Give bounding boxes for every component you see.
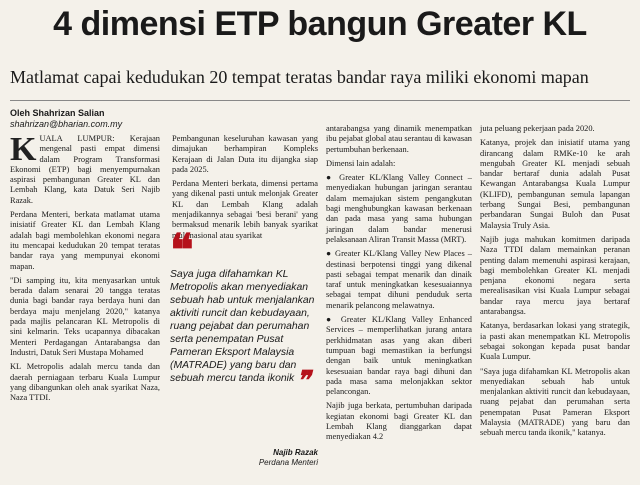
bullet-paragraph: ● Greater KL/Klang Valley Enhanced Services – memperlihatkan jurang antara perkhidmatan asas yang akan diberi tumpuan bagi memastikan ia berfungsi dengan baik untuk meningkatkan kesesuaian bandar raya bagi dihuni dan pada masa sama melonjakkan sektor pelancongan. — [326, 315, 472, 397]
byline — [10, 108, 122, 130]
paragraph: Katanya, berdasarkan lokasi yang strategik, ia pasti akan menempatkan KL Metropolis sebagai sokongan kepada pusat bandar Kuala Lumpur. — [480, 321, 630, 362]
article-column-3 — [326, 124, 472, 447]
quote-open-icon: ❝ — [170, 225, 194, 276]
paragraph: Perdana Menteri, berkata matlamat utama inisiatif Greater KL dan Lembah Klang adalah bagi membolehkan ekonomi negara itu mencapai kedudukan 20 tempat teratas bandar raya yang mempunyai ekonomi mapan. — [10, 210, 160, 271]
paragraph: Perdana Menteri berkata, dimensi pertama yang dikenal pasti untuk melonjak Greater KL dan Lembah Klang adalah menjadikannya sebagai 'besi berani' yang bermaksud menarik lebih banyak syarikat multinasional atau syarikat — [172, 179, 318, 240]
drop-cap: K — [10, 131, 37, 168]
paragraph-text: UALA LUMPUR: Kerajaan mengenal pasti empat dimensi dalam Program Transformasi Ekonomi (ETP) bagi menyempurnakan aspirasi pembangunan Greater KL dan Lembah Klang, kata Datuk Seri Najib Razak. — [10, 134, 160, 205]
quote-text — [170, 268, 320, 396]
bullet-paragraph: ● Greater KL/Klang Valley Connect – menyediakan hubungan jaringan serantau dalam memajukan sistem pengangkutan bagi menghubungkan kawasan berkenaan dan pada masa yang sama hubungan jaringan dalam bandar menerusi pelaksanaan Aliran Transit Massa (MRT). — [326, 173, 472, 244]
paragraph: antarabangsa yang dinamik menempatkan ibu pejabat global atau serantau di kawasan pertumbuhan berkenaan. — [326, 124, 472, 154]
quote-attribution — [259, 448, 318, 468]
pull-quote — [170, 225, 320, 476]
author-email: shahrizan@bharian.com.my — [10, 119, 123, 129]
paragraph: Katanya, projek dan inisiatif utama yang dirancang dalam RMKe-10 ke arah mengubah Greater KL menjadi sebuah bandar bertaraf dunia adalah Pusat Kewangan Antarabangsa Kuala Lumpur (KLIFD), pembangunan semula lapangan terbang Sungai Besi, pembangunan perbandaran Sungai Buloh dan Pusat Malaysia Truly Asia. — [480, 138, 630, 230]
paragraph: Najib juga mahukan komitmen daripada Naza TTDI dalam memainkan peranan penting dalam memenuhi aspirasi kerajaan, bagi membolehkan Greater KL menjadi penjana ekonomi negara serta merealisasikan visi Kuala Lumpur sebagai bandar raya mercu jaya bertaraf antarabangsa. — [480, 234, 630, 317]
quote-author: Najib Razak — [273, 448, 318, 457]
paragraph: "Di samping itu, kita menyasarkan untuk berada dalam senarai 20 tangga teratas dunia bagi bandar raya berdaya huni dan berdaya maju menjelang 2020," katanya pada majlis pelancaran KL Metropolis di sini kelmarin. Teks ucapannya dibacakan Menteri Perdagangan Antarabangsa dan Industri, Datuk Seri Mustapa Mohamed — [10, 275, 160, 357]
paragraph: Pembangunan keseluruhan kawasan yang dimajukan berhampiran Kompleks Kerajaan di Jalan Duta itu dijangka siap pada 2025. — [172, 134, 318, 174]
divider — [10, 100, 630, 101]
paragraph: KL Metropolis adalah mercu tanda dan daerah perniagaan terbaru Kuala Lumpur yang dibangunkan oleh anak syarikat Naza, Naza TTDI. — [10, 362, 160, 403]
bullet-paragraph: ● Greater KL/Klang Valley New Places – destinasi berpotensi tinggi yang dikenal pasti sebagai tempat menarik dan dinaik taraf untuk meningkatkan kesesuaiannya sebagai tempat dihuni penduduk serta menarik pelancong melawatnya. — [326, 249, 472, 310]
article-subheadline: Matlamat capai kedudukan 20 tempat teratas bandar raya miliki ekonomi mapan — [10, 67, 589, 87]
paragraph — [10, 131, 160, 206]
paragraph: "Saya juga difahamkan KL Metropolis akan menyediakan sebuah hab untuk menjalankan aktiviti runcit dan kebudayaan, ruang pejabat dan perumahan serta penempatan Pusat Pameran Eksport Malaysia (MATRADE) yang baru dan sebuah mercu tanda ikonik," katanya. — [480, 366, 630, 438]
article-column-1 — [10, 131, 160, 407]
article-column-4 — [480, 124, 630, 443]
quote-role: Perdana Menteri — [258, 458, 318, 467]
article-column-2 — [172, 134, 318, 245]
paragraph: Dimensi lain adalah: — [326, 158, 396, 168]
paragraph: juta peluang pekerjaan pada 2020. — [480, 124, 595, 133]
quote-body: Saya juga difahamkan KL Metropolis akan menyediakan sebuah hab untuk menjalankan aktiviti runcit dan kebudayaan, ruang pejabat dan perumahan serta penempatan Pusat Pameran Eksport Malaysia (MATRADE) yang baru dan sebuah mercu tanda ikonik — [170, 269, 315, 384]
paragraph: Najib juga berkata, pertumbuhan daripada kegiatan ekonomi bagi Greater KL dan Lembah Klang dianggarkan dapat menyediakan 4.2 — [326, 401, 472, 442]
article-headline: 4 dimensi ETP bangun Greater KL — [53, 5, 587, 43]
quote-close-icon: ❞ — [296, 366, 311, 396]
author-name: Oleh Shahrizan Salian — [10, 108, 105, 118]
